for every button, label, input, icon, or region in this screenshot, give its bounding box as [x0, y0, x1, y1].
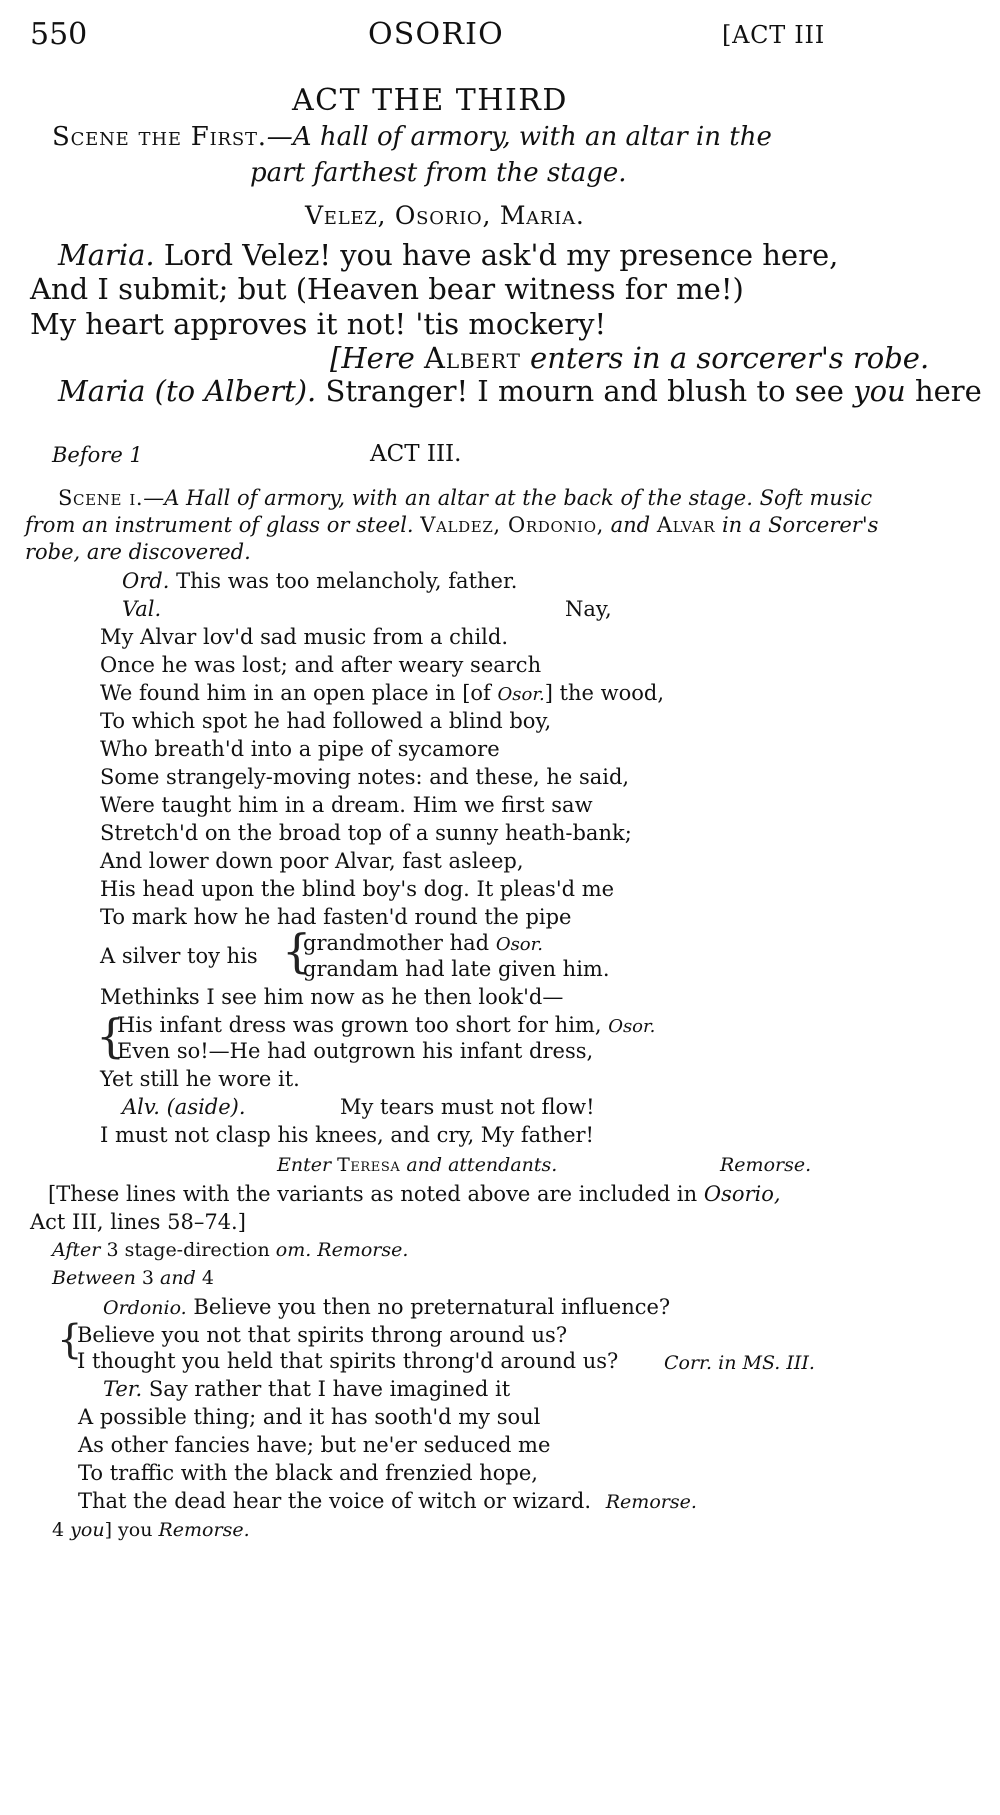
sd-rest: enters in a sorcerer's robe. — [530, 341, 930, 375]
verse-line — [58, 237, 838, 273]
note-line — [103, 1294, 670, 1322]
variant-line: grandam had late given him. — [303, 957, 610, 981]
verse-line: Were taught him in a dream. Him we first saw — [100, 793, 593, 817]
verse-line: Who breath'd into a pipe of sycamore — [100, 737, 500, 761]
verse-text: That the dead hear the voice of witch or wizard. — [78, 1489, 592, 1513]
scene-alvar: Alvar — [656, 513, 716, 537]
editorial-note — [48, 1181, 781, 1208]
variant-note — [52, 1238, 408, 1263]
brace: { — [96, 1009, 126, 1063]
brace: { — [57, 1317, 83, 1363]
aside: (to Albert). — [154, 374, 317, 408]
verse-line: Some strangely-moving notes: and these, he said, — [100, 765, 630, 789]
verse-line: Stretch'd on the broad top of a sunny heath-bank; — [100, 821, 632, 845]
note-line — [122, 568, 517, 595]
verse-line: To mark how he had fasten'd round the pipe — [100, 905, 572, 929]
speaker: Val. — [122, 597, 162, 621]
verse-text: Believe you then no preternatural influence? — [193, 1295, 671, 1319]
verse-line: And I submit; but (Heaven bear witness for me!) — [30, 272, 744, 306]
osor-ref: Osor. — [497, 684, 545, 705]
sd-albert: Albert — [424, 341, 521, 375]
page-number: 550 — [30, 17, 88, 52]
verse-text: Say rather that I have imagined it — [148, 1377, 511, 1401]
verse-line — [78, 1488, 697, 1516]
source-ref: Remorse. — [605, 1491, 697, 1513]
speaker: Alv. (aside). — [122, 1095, 246, 1119]
verse-text: ] the wood, — [544, 681, 665, 705]
verse-line: To traffic with the black and frenzied hope, — [78, 1461, 538, 1485]
verse-line: A silver toy his — [100, 944, 258, 968]
note-source: om. Remorse. — [275, 1239, 409, 1261]
verse-line: Yet still he wore it. — [100, 1067, 300, 1091]
verse-line: And lower down poor Alvar, fast asleep, — [100, 849, 524, 873]
source-ref: Corr. in MS. III. — [664, 1352, 815, 1374]
verse-text: My tears must not flow! — [340, 1095, 595, 1119]
scene-direction: robe, are discovered. — [25, 540, 251, 564]
verse-line: To which spot he had followed a blind boy, — [100, 709, 552, 733]
verse-text: We found him in an open place in [of — [100, 681, 491, 705]
scene-text: —A Hall of armory, with an altar at the back of the stage. Soft music — [143, 486, 873, 510]
speaker: Maria. — [58, 238, 155, 272]
verse-line: My Alvar lov'd sad music from a child. — [100, 625, 508, 649]
act-title: ACT THE THIRD — [292, 83, 568, 118]
source-ref: Remorse. — [720, 1154, 812, 1176]
verse-line: As other fancies have; but ne'er seduced me — [78, 1433, 551, 1457]
variant-line: Believe you not that spirits throng around us? — [77, 1323, 568, 1347]
scene-description: —A hall of armory, with an altar in the — [266, 122, 772, 152]
brace: { — [282, 924, 312, 978]
speaker: Ord. — [122, 569, 170, 593]
before-label: Before 1 — [52, 443, 143, 467]
scene-direction — [25, 512, 878, 539]
variant-line — [117, 1012, 655, 1040]
scene-label: Scene i. — [58, 486, 144, 510]
running-title: OSORIO — [368, 17, 504, 52]
verse-text: This was too melancholy, father. — [176, 569, 518, 593]
scene-text: from an instrument of glass or steel. — [25, 513, 414, 537]
variant-line: I thought you held that spirits throng'd around us? — [77, 1349, 619, 1373]
characters: Velez, Osorio, Maria. — [305, 201, 585, 230]
scene-heading — [52, 121, 772, 153]
osor-ref: Osor. — [495, 934, 543, 955]
scene-names: Valdez, Ordonio, — [420, 513, 604, 537]
speaker: Maria — [58, 374, 146, 408]
verse-text: Lord Velez! you have ask'd my presence here, — [163, 238, 839, 272]
variant-line: Even so!—He had outgrown his infant dress, — [117, 1039, 594, 1063]
note-line — [103, 1376, 510, 1403]
verse-line: A possible thing; and it has sooth'd my soul — [78, 1405, 541, 1429]
variant-note — [52, 1266, 214, 1291]
verse-text: grandmother had — [303, 931, 490, 955]
stage-direction — [277, 1152, 557, 1179]
note-text: [These lines with the variants as noted above are included in — [48, 1182, 698, 1206]
variant-note — [52, 1518, 250, 1543]
sd-teresa: Teresa — [337, 1154, 401, 1176]
editorial-note: Act III, lines 58–74.] — [30, 1210, 246, 1234]
note-text: 4 — [52, 1519, 65, 1541]
variant-line — [303, 930, 543, 958]
scene-direction — [58, 485, 872, 512]
act-heading: ACT III. — [370, 441, 462, 467]
act-marker: [ACT III — [722, 21, 825, 49]
scene-description-2: part farthest from the stage. — [250, 158, 627, 188]
verse-line: I must not clasp his knees, and cry, My father! — [100, 1123, 594, 1147]
verse-line — [100, 680, 664, 708]
verse-line: His head upon the blind boy's dog. It pleas'd me — [100, 877, 615, 901]
note-lemma: you — [70, 1519, 105, 1541]
note-and: and — [160, 1267, 196, 1289]
verse-line: Once he was lost; and after weary search — [100, 653, 542, 677]
scene-text: in a Sorcerer's — [721, 513, 879, 537]
verse-text: here — [914, 374, 982, 408]
note-label: After — [52, 1239, 101, 1261]
emphasis: you — [853, 374, 906, 408]
note-text: 3 stage-direction — [106, 1239, 270, 1261]
sd-rest: and attendants. — [406, 1154, 558, 1176]
speaker: Ordonio. — [103, 1297, 187, 1319]
verse-line: My heart approves it not! 'tis mockery! — [30, 307, 607, 341]
sd-here: [Here — [330, 341, 415, 375]
sd-enter: Enter — [277, 1154, 332, 1176]
verse-text: Nay, — [565, 597, 612, 621]
note-text: ] you — [104, 1519, 153, 1541]
verse-text: His infant dress was grown too short for him, — [117, 1013, 602, 1037]
note-label: Between — [52, 1267, 136, 1289]
verse-line: Methinks I see him now as he then look'd— — [100, 985, 564, 1009]
scene-and: and — [610, 513, 651, 537]
scene-label: Scene the First. — [52, 122, 267, 152]
note-text: 4 — [201, 1267, 214, 1289]
stage-direction — [330, 340, 929, 376]
verse-line — [58, 373, 982, 409]
osor-ref: Osor. — [608, 1016, 656, 1037]
note-source: Remorse. — [158, 1519, 250, 1541]
speaker: Ter. — [103, 1377, 143, 1401]
verse-text: Stranger! I mourn and blush to see — [325, 374, 844, 408]
note-text: 3 — [141, 1267, 154, 1289]
note-title: Osorio, — [703, 1182, 781, 1206]
